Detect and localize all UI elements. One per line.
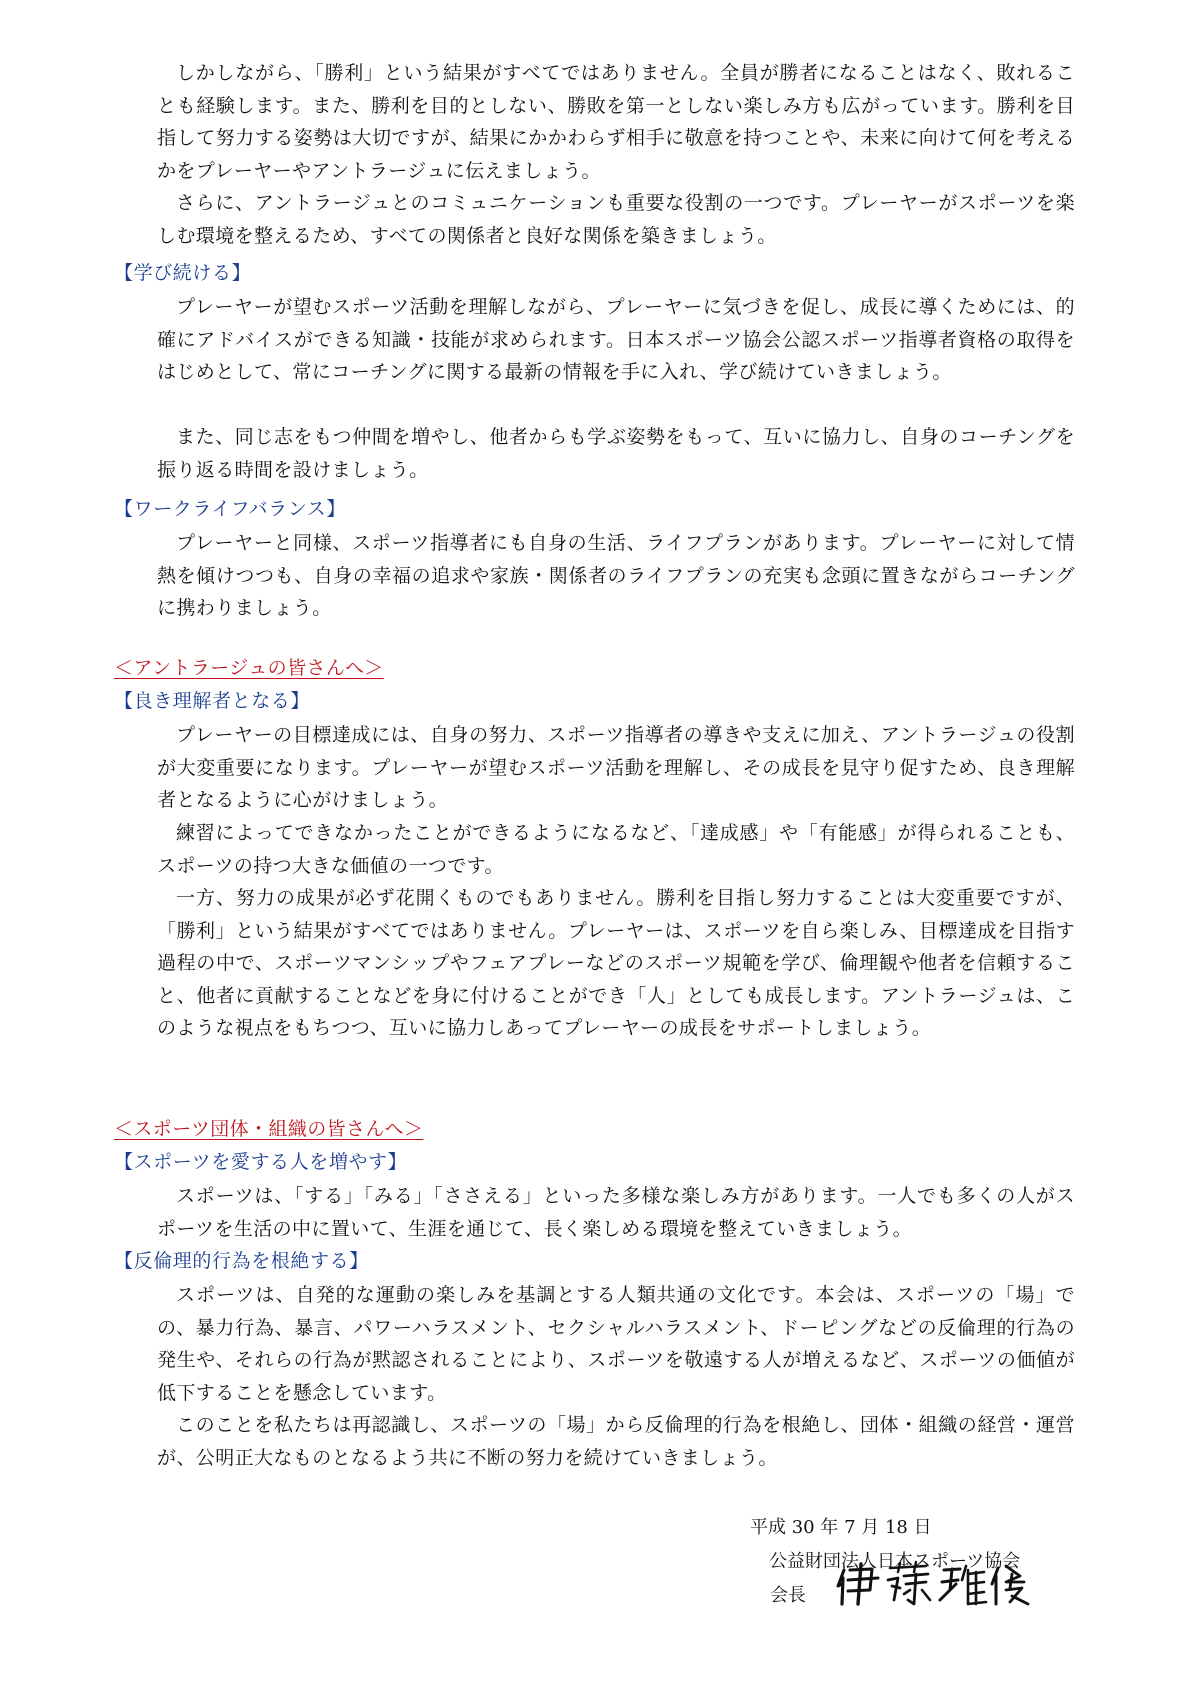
worklife-paragraph: プレーヤーと同様、スポーツ指導者にも自身の生活、ライフプランがあります。プレーヤーに対して情熱を傾けつつも、自身の幸福の追求や家族・関係者のライフプランの充実も念頭に置きながらコーチングに携わりましょう。 <box>157 532 1075 619</box>
learning-paragraph-2: また、同じ志をもつ仲間を増やし、他者からも学ぶ姿勢をもって、互いに協力し、自身のコーチングを振り返る時間を設けましょう。 <box>157 426 1075 481</box>
entourage-paragraph-3: 一方、努力の成果が必ず花開くものでもありません。勝利を目指し努力することは大変重要ですが、「勝利」という結果がすべてではありません。プレーヤーは、スポーツを自ら楽しみ、目標達成を目指す過程の中で、スポーツマンシップやフェアプレーなどのスポーツ規範を学び、倫理観や他者を信頼すること、他者に貢献することなどを身に付けることができ「人」としても成長します。アントラージュは、このような視点をもちつつ、互いに協力しあってプレーヤーの成長をサポートしましょう。 <box>157 887 1075 1039</box>
closing-organization: 公益財団法人日本スポーツ協会 <box>769 1551 1021 1572</box>
heading-learning: 【学び続ける】 <box>114 262 252 284</box>
heading-increase-sports-lovers: 【スポーツを愛する人を増やす】 <box>114 1151 408 1173</box>
section-title-entourage: ＜アントラージュの皆さんへ＞ <box>114 657 384 679</box>
orgs-paragraph-1: スポーツは、「する」「みる」「ささえる」といった多様な楽しみ方があります。一人でも多くの人がスポーツを生活の中に置いて、生涯を通じて、長く楽しめる環境を整えていきましょう。 <box>157 1185 1075 1240</box>
orgs-paragraph-3: このことを私たちは再認識し、スポーツの「場」から反倫理的行為を根絶し、団体・組織の経営・運営が、公明正大なものとなるよう共に不断の努力を続けていきましょう。 <box>157 1414 1075 1469</box>
heading-good-understanding: 【良き理解者となる】 <box>114 690 311 712</box>
president-signature <box>834 1560 1034 1608</box>
section-title-sports-orgs: ＜スポーツ団体・組織の皆さんへ＞ <box>114 1118 424 1140</box>
heading-eradicate-misconduct: 【反倫理的行為を根絶する】 <box>114 1250 369 1272</box>
entourage-paragraph-2: 練習によってできなかったことができるようになるなど、「達成感」や「有能感」が得られることも、スポーツの持つ大きな価値の一つです。 <box>157 822 1075 877</box>
learning-paragraph-1: プレーヤーが望むスポーツ活動を理解しながら、プレーヤーに気づきを促し、成長に導くためには、的確にアドバイスができる知識・技能が求められます。日本スポーツ協会公認スポーツ指導者資格の取得をはじめとして、常にコーチングに関する最新の情報を手に入れ、学び続けていきましょう。 <box>157 296 1075 383</box>
intro-paragraph-1: しかしながら、「勝利」という結果がすべてではありません。全員が勝者になることはなく、敗れることも経験します。また、勝利を目的としない、勝敗を第一としない楽しみ方も広がっています。勝利を目指して努力する姿勢は大切ですが、結果にかかわらず相手に敬意を持つことや、未来に向けて何を考えるかをプレーヤーやアントラージュに伝えましょう。 <box>157 62 1075 182</box>
entourage-paragraph-1: プレーヤーの目標達成には、自身の努力、スポーツ指導者の導きや支えに加え、アントラージュの役割が大変重要になります。プレーヤーが望むスポーツ活動を理解し、その成長を見守り促すため、良き理解者となるように心がけましょう。 <box>157 724 1075 811</box>
orgs-paragraph-2: スポーツは、自発的な運動の楽しみを基調とする人類共通の文化です。本会は、スポーツの「場」での、暴力行為、暴言、パワーハラスメント、セクシャルハラスメント、ドーピングなどの反倫理的行為の発生や、それらの行為が黙認されることにより、スポーツを敬遠する人が増えるなど、スポーツの価値が低下することを懸念しています。 <box>157 1284 1075 1404</box>
intro-paragraph-2: さらに、アントラージュとのコミュニケーションも重要な役割の一つです。プレーヤーがスポーツを楽しむ環境を整えるため、すべての関係者と良好な関係を築きましょう。 <box>157 192 1075 247</box>
closing-date: 平成 30 年 7 月 18 日 <box>750 1517 932 1538</box>
signature-image <box>834 1560 1034 1608</box>
closing-position: 会長 <box>770 1585 806 1606</box>
heading-worklife: 【ワークライフバランス】 <box>114 498 346 520</box>
